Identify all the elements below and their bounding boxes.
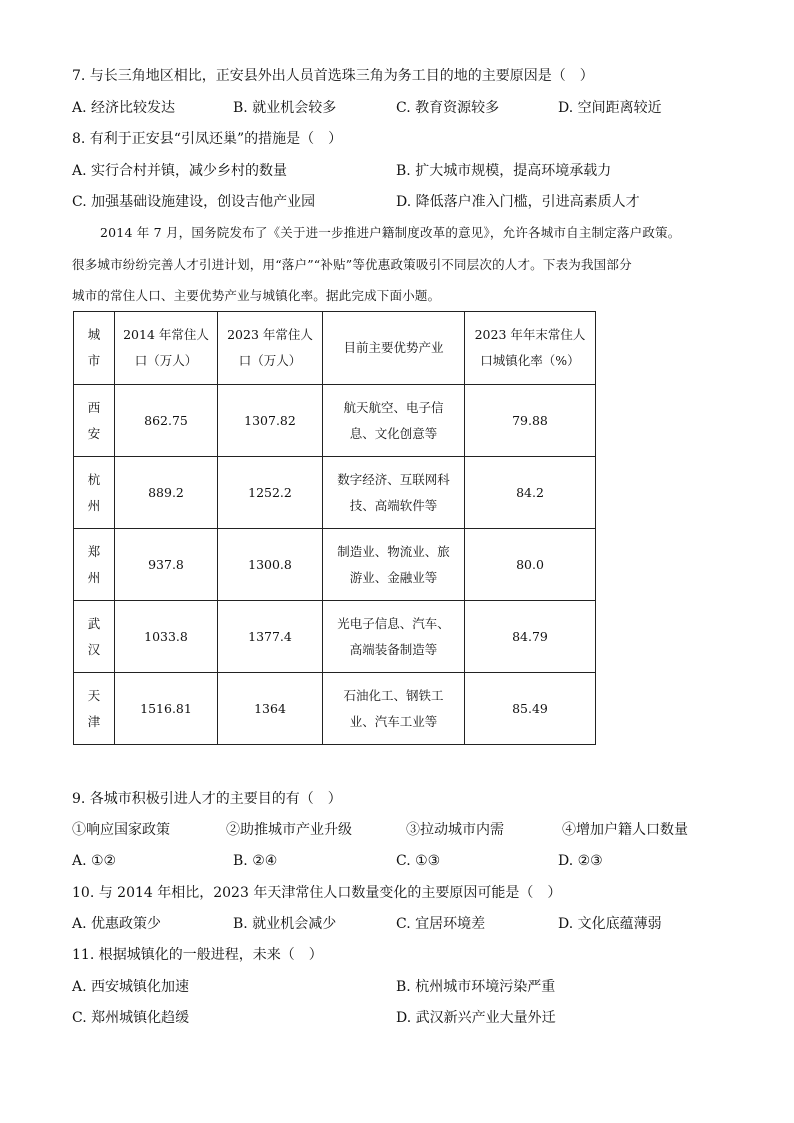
row-urbanization: 85.49 xyxy=(465,673,596,745)
table-row xyxy=(74,457,596,529)
row-pop-2014: 1516.81 xyxy=(115,673,218,745)
header-industry-line-1: 目前主要优势产业 xyxy=(343,340,444,355)
row-industry-line-1: 光电子信息、汽车、 xyxy=(337,615,450,631)
header-pop-2014-line-1: 2014 年常住人 xyxy=(123,327,209,342)
table-row xyxy=(74,673,596,745)
q9-item-2: ②助推城市产业升级 xyxy=(226,822,352,838)
passage-line-1: 2014 年 7 月，国务院发布了《关于进一步推进户籍制度改革的意见》，允许各城市自主制定落户政策。 xyxy=(100,225,681,240)
row-industry xyxy=(323,673,465,745)
row-pop-2023: 1377.4 xyxy=(218,601,323,673)
row-city-line-2: 州 xyxy=(87,569,101,585)
header-pop-2014-line-2: 口（万人） xyxy=(134,353,198,368)
header-urban-line-2: 口城镇化率（%） xyxy=(480,353,580,368)
row-industry-line-1: 制造业、物流业、旅 xyxy=(337,543,450,559)
q11-option-a: A. 西安城镇化加速 xyxy=(72,979,190,995)
row-industry-line-1: 航天航空、电子信 xyxy=(343,399,444,415)
row-urbanization: 84.79 xyxy=(465,601,596,673)
row-city xyxy=(74,601,115,673)
header-pop-2023 xyxy=(218,312,323,385)
q11-option-b: B. 杭州城市环境污染严重 xyxy=(396,979,556,995)
row-pop-2014: 862.75 xyxy=(115,385,218,457)
q9-item-4: ④增加户籍人口数量 xyxy=(562,822,688,838)
row-city-line-2: 州 xyxy=(87,497,101,513)
header-pop-2023-line-1: 2023 年常住人 xyxy=(227,327,313,342)
row-city-line-1: 郑 xyxy=(87,543,101,559)
header-city-line-2: 市 xyxy=(87,353,101,368)
table-row xyxy=(74,601,596,673)
row-city-line-2: 津 xyxy=(87,713,101,729)
row-industry-line-2: 业、汽车工业等 xyxy=(349,713,438,729)
q10-option-a: A. 优惠政策少 xyxy=(72,916,162,932)
q7-option-a: A. 经济比较发达 xyxy=(72,100,176,116)
row-industry-line-2: 技、高端软件等 xyxy=(349,497,438,513)
row-city-line-1: 天 xyxy=(87,687,101,703)
q8-option-b: B. 扩大城市规模，提高环境承载力 xyxy=(396,163,612,179)
row-city-line-1: 武 xyxy=(87,615,101,631)
table-row xyxy=(74,529,596,601)
q7-option-d: D. 空间距离较近 xyxy=(558,100,662,116)
header-industry xyxy=(323,312,465,385)
row-industry xyxy=(323,385,465,457)
row-urbanization: 84.2 xyxy=(465,457,596,529)
header-pop-2014 xyxy=(115,312,218,385)
q9-option-d: D. ②③ xyxy=(558,853,603,869)
q8-option-a: A. 实行合村并镇，减少乡村的数量 xyxy=(72,163,288,179)
question-9-stem: 9. 各城市积极引进人才的主要目的有（ ） xyxy=(72,791,342,807)
q10-option-d: D. 文化底蕴薄弱 xyxy=(558,916,662,932)
row-urbanization: 79.88 xyxy=(465,385,596,457)
row-industry xyxy=(323,601,465,673)
question-8-stem: 8. 有利于正安县“引凤还巢”的措施是（ ） xyxy=(72,131,343,147)
row-pop-2023: 1252.2 xyxy=(218,457,323,529)
row-industry-line-2: 高端装备制造等 xyxy=(349,641,438,657)
row-pop-2023: 1364 xyxy=(218,673,323,745)
header-city-line-1: 城 xyxy=(87,327,101,342)
row-pop-2014: 1033.8 xyxy=(115,601,218,673)
row-city-line-1: 杭 xyxy=(87,471,101,487)
q8-option-d: D. 降低落户准入门槛，引进高素质人才 xyxy=(396,194,640,210)
q9-item-3: ③拉动城市内需 xyxy=(406,822,504,838)
q9-option-c: C. ①③ xyxy=(396,853,441,869)
passage-line-3: 城市的常住人口、主要优势产业与城镇化率。据此完成下面小题。 xyxy=(72,288,441,303)
row-pop-2014: 937.8 xyxy=(115,529,218,601)
question-10-stem: 10. 与 2014 年相比，2023 年天津常住人口数量变化的主要原因可能是（ ） xyxy=(72,885,562,901)
table-row xyxy=(74,385,596,457)
row-pop-2014: 889.2 xyxy=(115,457,218,529)
question-11-stem: 11. 根据城镇化的一般进程，未来（ ） xyxy=(72,947,323,963)
row-city-line-2: 汉 xyxy=(87,641,101,657)
row-city-line-1: 西 xyxy=(87,399,101,415)
q9-option-a: A. ①② xyxy=(72,853,117,869)
q9-item-1: ①响应国家政策 xyxy=(72,822,170,838)
header-urbanization xyxy=(465,312,596,385)
q7-option-b: B. 就业机会较多 xyxy=(233,100,337,116)
row-city xyxy=(74,385,115,457)
row-city xyxy=(74,529,115,601)
q10-option-c: C. 宜居环境差 xyxy=(396,916,486,932)
q9-option-b: B. ②④ xyxy=(233,853,278,869)
q7-option-c: C. 教育资源较多 xyxy=(396,100,500,116)
row-industry xyxy=(323,457,465,529)
row-pop-2023: 1307.82 xyxy=(218,385,323,457)
q11-option-d: D. 武汉新兴产业大量外迁 xyxy=(396,1010,556,1026)
row-industry xyxy=(323,529,465,601)
row-city-line-2: 安 xyxy=(87,425,101,441)
row-city xyxy=(74,673,115,745)
header-urban-line-1: 2023 年年末常住人 xyxy=(474,327,586,342)
row-industry-line-1: 数字经济、互联网科 xyxy=(337,471,450,487)
city-data-table xyxy=(73,311,596,745)
header-pop-2023-line-2: 口（万人） xyxy=(238,353,302,368)
row-urbanization: 80.0 xyxy=(465,529,596,601)
header-city xyxy=(74,312,115,385)
row-city xyxy=(74,457,115,529)
row-pop-2023: 1300.8 xyxy=(218,529,323,601)
q8-option-c: C. 加强基础设施建设，创设吉他产业园 xyxy=(72,194,316,210)
q10-option-b: B. 就业机会减少 xyxy=(233,916,337,932)
question-7-stem: 7. 与长三角地区相比，正安县外出人员首选珠三角为务工目的地的主要原因是（ ） xyxy=(72,68,594,84)
table-header-row xyxy=(74,312,596,385)
q11-option-c: C. 郑州城镇化趋缓 xyxy=(72,1010,190,1026)
passage-line-2: 很多城市纷纷完善人才引进计划，用“落户”“补贴”等优惠政策吸引不同层次的人才。下表为我国部分 xyxy=(72,257,632,272)
row-industry-line-2: 息、文化创意等 xyxy=(349,425,438,441)
row-industry-line-2: 游业、金融业等 xyxy=(349,569,438,585)
row-industry-line-1: 石油化工、钢铁工 xyxy=(343,687,444,703)
